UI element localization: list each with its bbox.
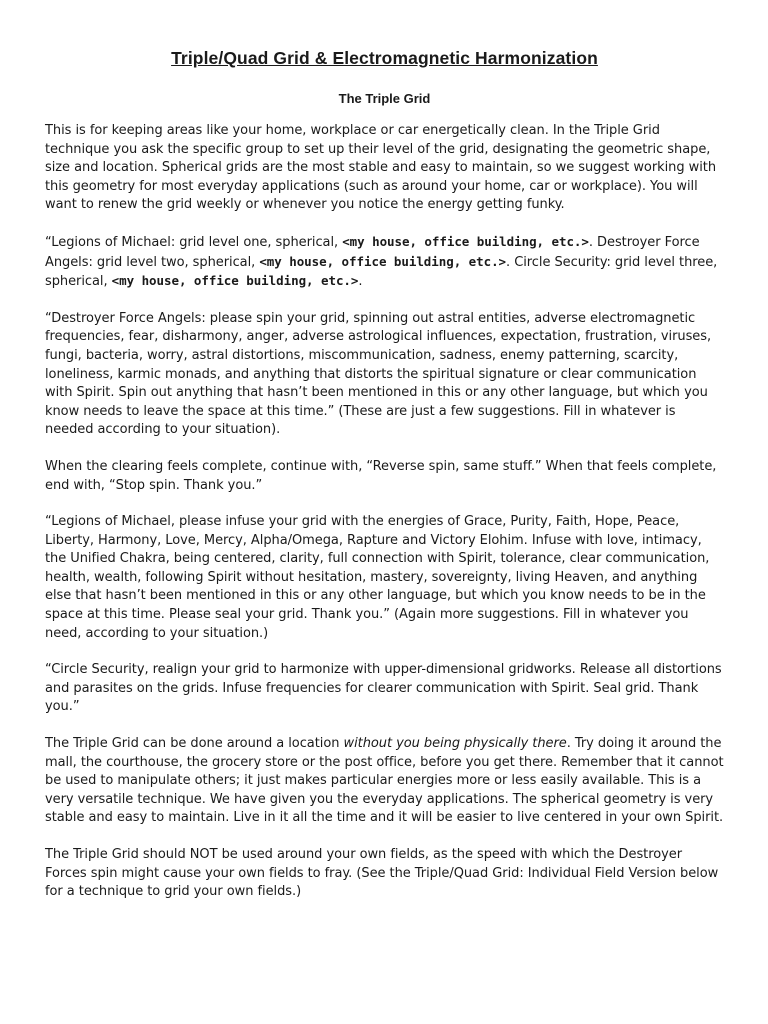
paragraph-reverse-spin: When the clearing feels complete, continue with, “Reverse spin, same stuff.” When that feels complete, end with, “Stop spin. Thank you.” bbox=[45, 458, 717, 493]
document-title: Triple/Quad Grid & Electromagnetic Harmonization bbox=[171, 48, 598, 68]
placeholder-location: <my house, office building, etc.> bbox=[259, 253, 507, 269]
text-run: The Triple Grid can be done around a location bbox=[45, 736, 344, 752]
emphasis-text: without you being physically there bbox=[343, 736, 567, 752]
text-run: . Circle Security: grid level three, spherical, bbox=[45, 254, 718, 290]
paragraph-infuse: “Legions of Michael, please infuse your grid with the energies of Grace, Purity, Faith, Hope, Peace, Liberty, Harmony, Love, Mercy, Alpha/Omega, Rapture and Victory Elohim. Infuse with love, intimacy, the Unified Chakra, being centered, clarity, full connection with Spirit, tolerance, clear communication, health, wealth, following Spirit without hesitation, mastery, sovereignty, living Heaven, and anything else that hasn’t been mentioned in this or any other language, but which you know needs to be in the space at this time. Please seal your grid. Thank you.” (Again more suggestions. Fill in whatever you need, according to your situation.) bbox=[45, 514, 710, 641]
paragraph-remote-use bbox=[45, 735, 724, 828]
placeholder-location: <my house, office building, etc.> bbox=[342, 233, 589, 249]
paragraph-intro: This is for keeping areas like your home, workplace or car energetically clean. In the Triple Grid technique you ask the specific group to set up their level of the grid, designating the geometric shape, size and location. Spherical grids are the most stable and easy to maintain, so we suggest working with this geometry for most everyday applications (such as around your home, car or workplace). You will want to renew the grid weekly or whenever you notice the energy getting funky. bbox=[45, 123, 717, 213]
paragraph-warning: The Triple Grid should NOT be used around your own fields, as the speed with which the Destroyer Forces spin might cause your own fields to fray. (See the Triple/Quad Grid: Individual Field Version below for a technique to grid your own fields.) bbox=[45, 847, 719, 900]
placeholder-location: <my house, office building, etc.> bbox=[111, 273, 359, 289]
paragraph-spin-out: “Destroyer Force Angels: please spin your grid, spinning out astral entities, adverse electromagnetic frequencies, fear, disharmony, anger, adverse astrological influences, expectation, frustration, viruses, fungi, bacteria, worry, astral distortions, miscommunication, sadness, enemy patterning, scarcity, loneliness, karmic monads, and anything that distorts the spiritual signature or clear communication with Spirit. Spin out anything that hasn’t been mentioned in this or any other language, but which you know needs to leave the space at this time.” (These are just a few suggestions. Fill in whatever is needed according to your situation). bbox=[45, 310, 712, 438]
text-run: “Legions of Michael: grid level one, spherical, bbox=[45, 234, 343, 250]
paragraph-circle-security: “Circle Security, realign your grid to harmonize with upper-dimensional gridworks. Release all distortions and parasites on the grids. Infuse frequencies for clearer communication with Spirit. Seal grid. Thank you.” bbox=[45, 662, 722, 715]
text-run: . Try doing it around the mall, the courthouse, the grocery store or the post office, before you get there. Remember that it cannot be used to manipulate others; it just makes particular energies more or less easily available. This is a very versatile technique. We have given you the everyday applications. The spherical geometry is very stable and easy to maintain. Live in it all the time and it will be easier to live centered in your own Spirit. bbox=[45, 736, 724, 826]
text-run: . Destroyer Force Angels: grid level two, spherical, bbox=[45, 234, 700, 270]
section-title: The Triple Grid bbox=[338, 91, 431, 106]
text-run: . bbox=[358, 274, 363, 290]
paragraph-grid-setup bbox=[45, 233, 724, 292]
